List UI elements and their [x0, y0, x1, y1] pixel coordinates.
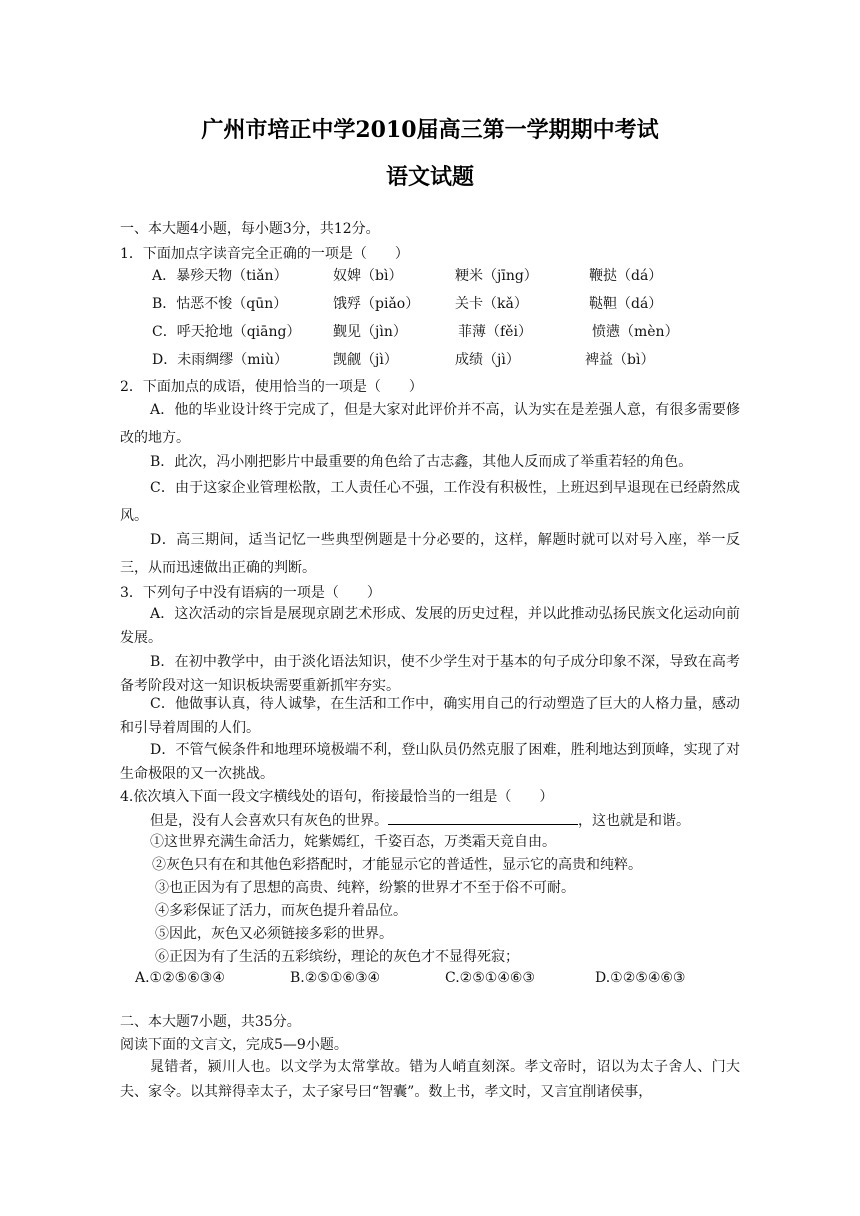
- q2-option-c: C．由于这家企业管理松散，工人责任心不强，工作没有积极性，上班迟到早退现在已经蔚然成风。: [120, 480, 740, 524]
- q4-blank: [388, 810, 578, 825]
- q1-option-b-2: 饿殍（piǎo）: [333, 296, 420, 312]
- q1-option-d-1: D．未雨绸缪（miù）: [152, 352, 288, 368]
- q4-lead-tail: ，这也就是和谐。: [578, 813, 690, 829]
- q2-stem: 2．下面加点的成语，使用恰当的一项是（ ）: [120, 379, 423, 395]
- classical-passage: 晁错者，颍川人也。以文学为太常掌故。错为人峭直刻深。孝文帝时，诏以为太子舍人、门大夫、家令。以其辩得幸太子，太子家号曰“智囊”。数上书，孝文时，又言宜削诸侯事，: [120, 1059, 740, 1100]
- q4-choice-a: A.①②⑤⑥③④: [135, 970, 225, 986]
- q4-choice-c: C.②⑤①④⑥③: [445, 970, 535, 986]
- q3-option-d: D．不管气候条件和地理环境极端不利，登山队员仍然克服了困难，胜利地达到顶峰，实现了对生命极限的又一次挑战。: [120, 742, 740, 782]
- q4-item-1: ①这世界充满生命活力，姹紫嫣红，千姿百态，万类霜天竞自由。: [150, 834, 556, 850]
- reading-instructions: 阅读下面的文言文，完成5—9小题。: [120, 1037, 348, 1053]
- q4-lead: [150, 810, 690, 830]
- q4-item-5: ⑤因此，灰色又必须链接多彩的世界。: [155, 926, 393, 942]
- q2-option-d: D．高三期间，适当记忆一些典型例题是十分必要的，这样，解题时就可以对号入座，举一反三，从而迅速做出正确的判断。: [120, 532, 740, 576]
- q4-choice-b: B.②⑤①⑥③④: [290, 970, 381, 986]
- q4-choice-d: D.①②⑤④⑥③: [595, 970, 686, 986]
- q4-item-6: ⑥正因为有了生活的五彩缤纷，理论的灰色才不显得死寂；: [155, 949, 519, 965]
- q1-option-d-4: 裨益（bì）: [585, 352, 655, 368]
- q4-item-2: ②灰色只有在和其他色彩搭配时，才能显示它的普适性，显示它的高贵和纯粹。: [152, 857, 642, 873]
- q3-option-c: C．他做事认真，待人诚挚，在生活和工作中，确实用自己的行动塑造了巨大的人格力量，感动和引导着周围的人们。: [120, 696, 740, 736]
- q1-option-d-2: 觊觎（jì）: [333, 352, 398, 368]
- q4-stem: 4.依次填入下面一段文字横线处的语句，衔接最恰当的一组是（ ）: [120, 789, 554, 805]
- q1-option-c-4: 愤懑（mèn）: [592, 324, 679, 340]
- q1-option-a-4: 鞭挞（dá）: [589, 268, 663, 284]
- q1-option-c-3: 菲薄（fěi）: [458, 324, 532, 340]
- q3-stem: 3．下列句子中没有语病的一项是（ ）: [120, 585, 381, 601]
- q1-stem: 1．下面加点字读音完全正确的一项是（ ）: [120, 246, 409, 262]
- q1-option-d-3: 成绩（jì）: [455, 352, 520, 368]
- q1-option-c-1: C．呼天抢地（qiāng）: [152, 324, 301, 340]
- q4-item-4: ④多彩保证了活力，而灰色提升着品位。: [155, 903, 407, 919]
- q1-option-c-2: 觐见（jìn）: [333, 324, 407, 340]
- exam-subtitle: 语文试题: [385, 164, 474, 190]
- q2-option-a: A．他的毕业设计终于完成了，但是大家对此评价并不高，认为实在是差强人意，有很多需要修改的地方。: [120, 402, 740, 446]
- q2-option-b: B．此次，冯小刚把影片中最重要的角色给了古志鑫，其他人反而成了举重若轻的角色。: [150, 454, 693, 470]
- section-1-heading: 一、本大题4小题，每小题3分，共12分。: [120, 221, 380, 237]
- exam-title: 广州市培正中学2010届高三第一学期期中考试: [201, 117, 659, 143]
- q3-option-b: B．在初中教学中，由于淡化语法知识，使不少学生对于基本的句子成分印象不深，导致在高考备考阶段对这一知识板块需要重新抓牢夯实。: [120, 654, 740, 694]
- q1-option-a-2: 奴婢（bì）: [333, 268, 403, 284]
- q1-option-b-1: B．怙恶不悛（qūn）: [152, 296, 288, 312]
- q1-option-a-3: 粳米（jīng）: [455, 268, 538, 284]
- q3-option-a: A．这次活动的宗旨是展现京剧艺术形成、发展的历史过程，并以此推动弘扬民族文化运动向前发展。: [120, 606, 740, 646]
- q1-option-a-1: A．暴殄天物（tiǎn）: [152, 268, 288, 284]
- q1-option-b-4: 鞑靼（dá）: [589, 296, 663, 312]
- section-2-heading: 二、本大题7小题，共35分。: [120, 1014, 301, 1030]
- q4-lead-text: 但是，没有人会喜欢只有灰色的世界。: [150, 813, 388, 829]
- q4-item-3: ③也正因为有了思想的高贵、纯粹，纷繁的世界才不至于俗不可耐。: [155, 880, 575, 896]
- q1-option-b-3: 关卡（kǎ）: [455, 296, 528, 312]
